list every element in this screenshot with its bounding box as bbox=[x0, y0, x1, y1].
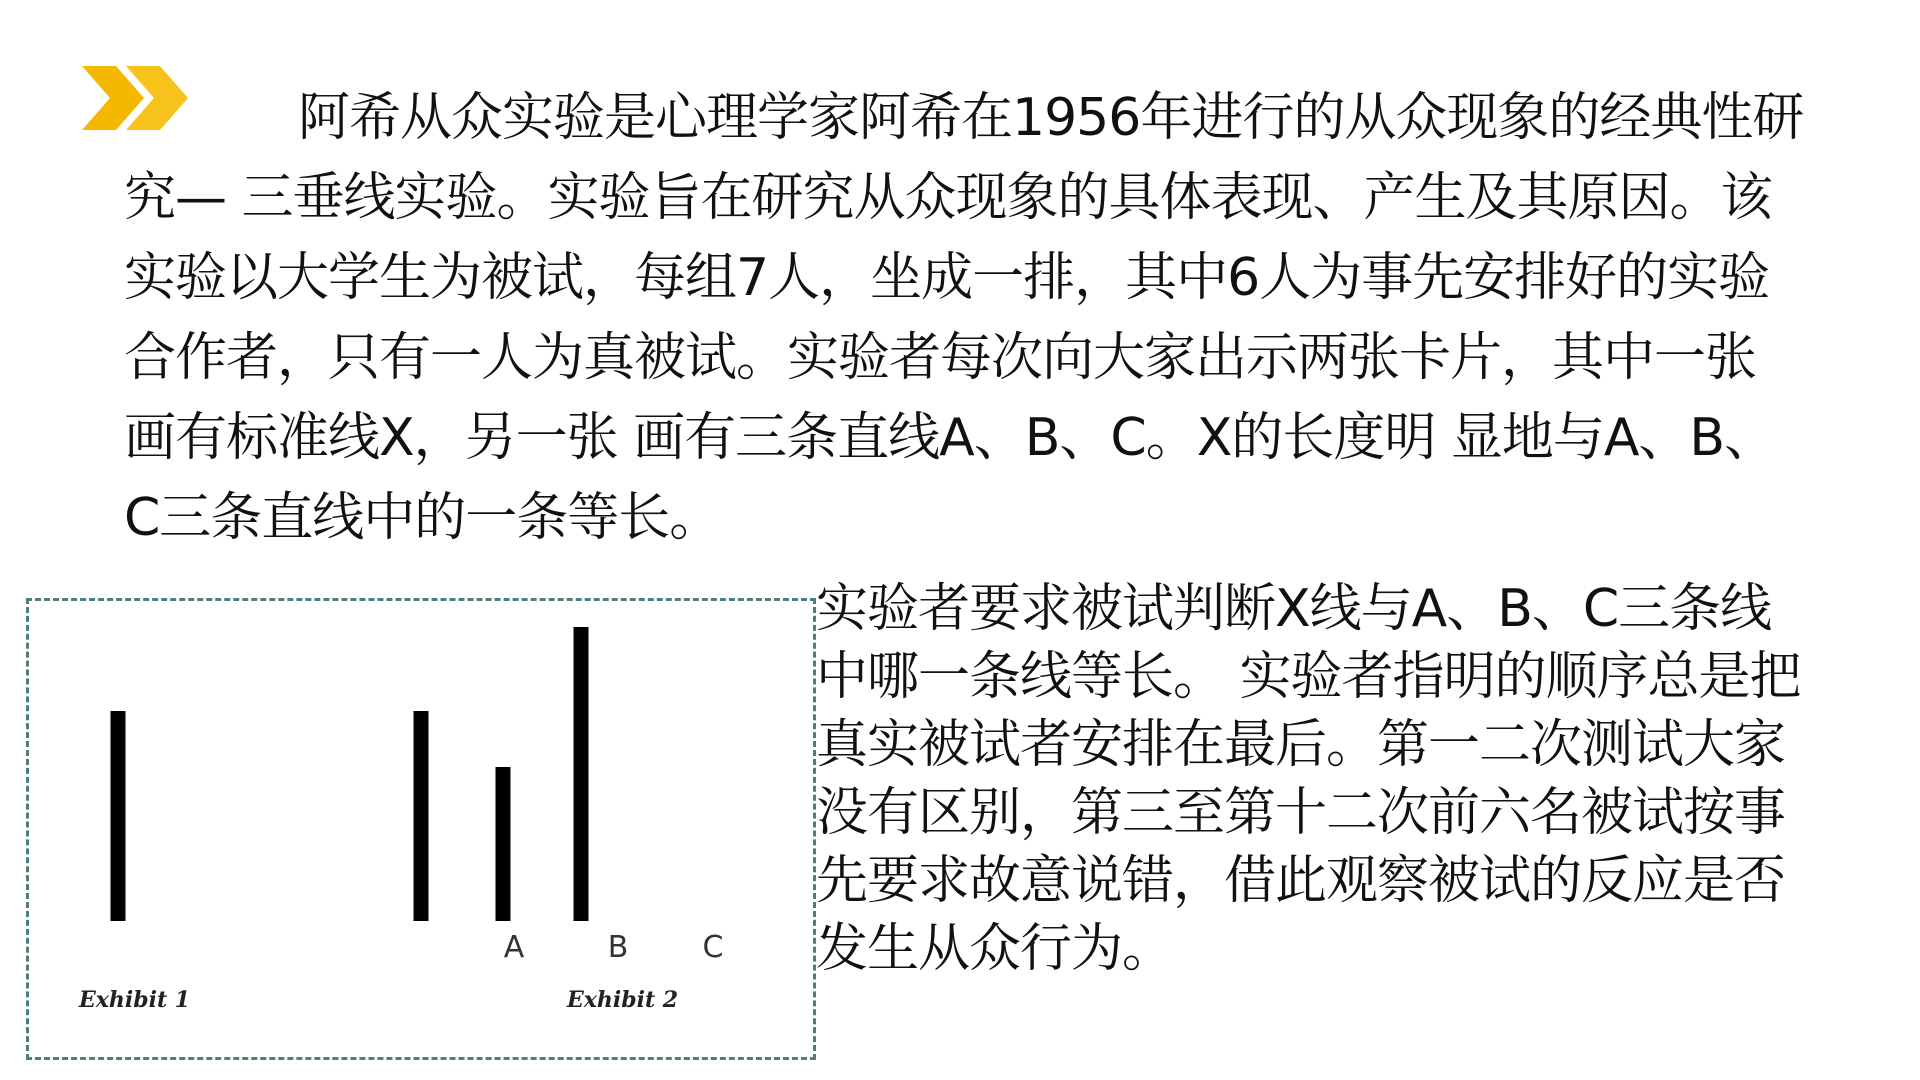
line-b bbox=[496, 767, 511, 921]
main-paragraph: 阿希从众实验是心理学家阿希在1956年进行的从众现象的经典性研究— 三垂线实验。实验旨在研究从众现象的具体表现、产生及其原因。该实验以大学生为被试，每组7人，坐成一排，其中6人为事先安排好的实验合作者，只有一人为真被试。实验者每次向大家出示两张卡片，其中一张画有标准线X，另一张 画有三条直线A、B、C。X的长度明 显地与A、B、C三条直线中的一条等长。 bbox=[124, 88, 1804, 548]
line-a bbox=[414, 711, 429, 921]
side-paragraph: 实验者要求被试判断X线与A、B、C三条线中哪一条线等长。 实验者指明的顺序总是把真实被试者安排在最后。第一二次测试大家没有区别，第三至第十二次前六名被试按事先要求故意说错，借此观察被试的反应是否发生从众行为。 bbox=[816, 579, 1801, 979]
exhibit-2-label: Exhibit 2 bbox=[567, 987, 679, 1013]
line-c bbox=[574, 627, 589, 921]
asch-lines-drawing bbox=[29, 601, 813, 1057]
line-label-a: A bbox=[503, 930, 525, 965]
line-x bbox=[111, 711, 126, 921]
asch-lines-figure bbox=[26, 598, 816, 1060]
exhibit-1-label: Exhibit 1 bbox=[79, 987, 191, 1013]
line-label-b: B bbox=[607, 930, 629, 965]
line-label-c: C bbox=[702, 930, 724, 965]
